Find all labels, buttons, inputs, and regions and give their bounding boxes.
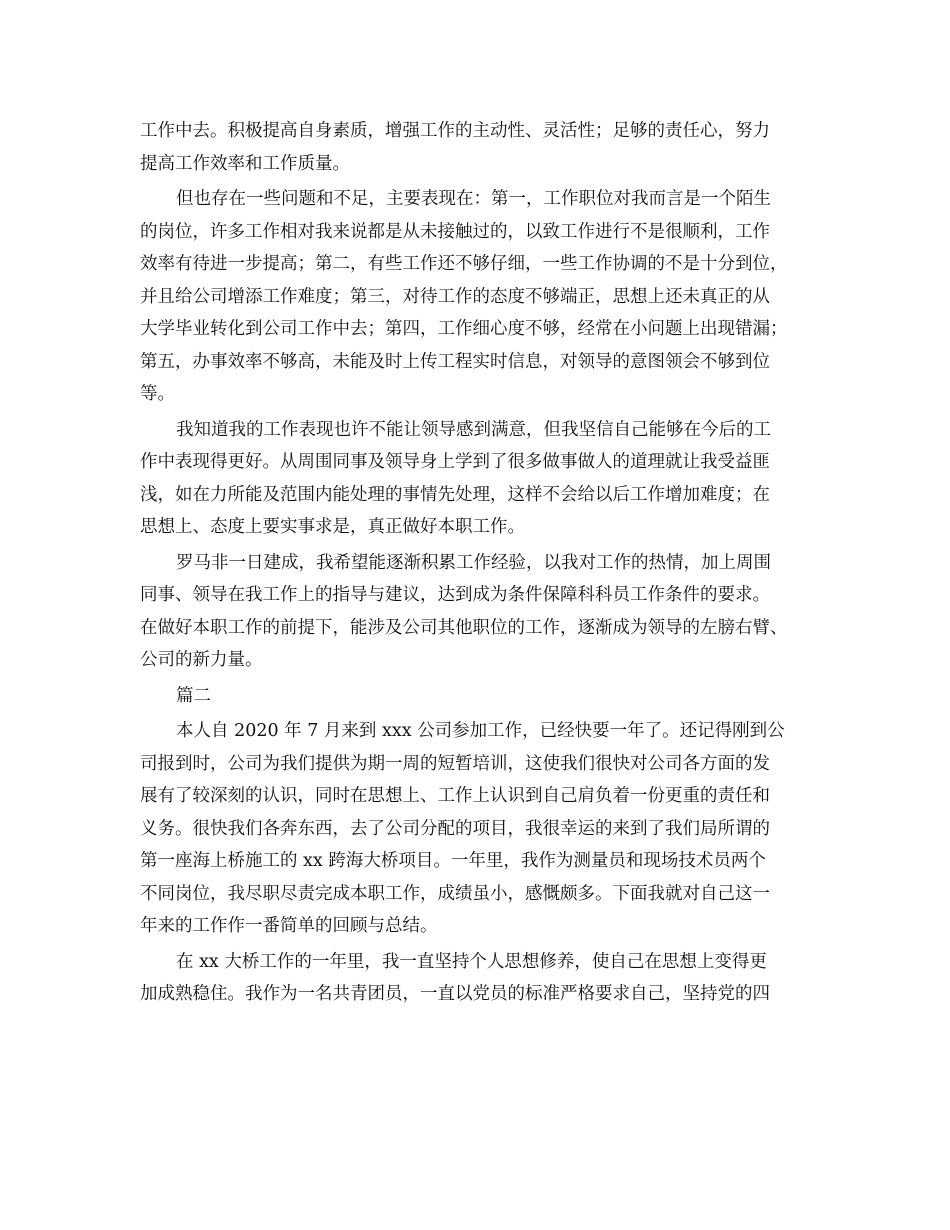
paragraph-line: 不同岗位，我尽职尽责完成本职工作，成绩虽小，感慨颇多。下面我就对自己这一 — [140, 883, 770, 904]
paragraph-line: 加成熟稳住。我作为一名共青团员，一直以党员的标准严格要求自己，坚持党的四 — [140, 984, 770, 1004]
document-body — [140, 115, 820, 1011]
paragraph-line: 年来的工作作一番简单的回顾与总结。 — [140, 916, 438, 936]
paragraph-line: 效率有待进一步提高；第二，有些工作还不够仔细，一些工作协调的不是十分到位， — [140, 254, 788, 274]
paragraph-line: 并且给公司增添工作难度；第三，对待工作的态度不够端正，思想上还未真正的从 — [140, 286, 770, 307]
paragraph-line: 大学毕业转化到公司工作中去；第四，工作细心度不够，经常在小问题上出现错漏； — [140, 319, 788, 339]
paragraph-line: 思想上、态度上要实事求是，真正做好本职工作。 — [140, 517, 525, 537]
paragraph-first-line: 本人自 2020 年 7 月来到 xxx 公司参加工作，已经快要一年了。还记得刚到公 — [176, 721, 785, 741]
paragraph-line: 司报到时，公司为我们提供为期一周的短暂培训，这使我们很快对公司各方面的发 — [140, 753, 770, 774]
paragraph-first-line: 我知道我的工作表现也许不能让领导感到满意，但我坚信自己能够在今后的工 — [176, 419, 771, 440]
paragraph-line: 第五，办事效率不够高，未能及时上传工程实时信息，对领导的意图领会不够到位 — [140, 351, 770, 372]
paragraph-line: 等。 — [140, 384, 175, 404]
paragraph-line: 义务。很快我们各奔东西，去了公司分配的项目，我很幸运的来到了我们局所谓的 — [140, 818, 770, 839]
paragraph-line: 浅，如在力所能及范围内能处理的事情先处理，这样不会给以后工作增加难度；在 — [140, 484, 770, 505]
paragraph-line: 公司的新力量。 — [140, 650, 263, 670]
paragraph-first-line: 在 xx 大桥工作的一年里，我一直坚持个人思想修养，使自己在思想上变得更 — [176, 951, 767, 972]
paragraph-line: 在做好本职工作的前提下，能涉及公司其他职位的工作，逐渐成为领导的左膀右臂、 — [140, 617, 788, 638]
paragraph-first-line: 但也存在一些问题和不足，主要表现在：第一，工作职位对我而言是一个陌生 — [176, 189, 771, 209]
paragraph-line: 工作中去。积极提高自身素质，增强工作的主动性、灵活性；足够的责任心，努力 — [140, 121, 770, 141]
paragraph-line: 的岗位，许多工作相对我来说都是从未接触过的，以致工作进行不是很顺利，工作 — [140, 221, 770, 242]
paragraph-first-line: 罗马非一日建成，我希望能逐渐积累工作经验，以我对工作的热情，加上周围 — [176, 552, 771, 573]
paragraph-line: 展有了较深刻的认识，同时在思想上、工作上认识到自己肩负着一份更重的责任和 — [140, 786, 770, 806]
paragraph-first-line: 篇二 — [176, 685, 211, 706]
paragraph-line: 作中表现得更好。从周围同事及领导身上学到了很多做事做人的道理就让我受益匪 — [140, 452, 770, 472]
paragraph-line: 提高工作效率和工作质量。 — [140, 153, 350, 174]
paragraph-line: 第一座海上桥施工的 xx 跨海大桥项目。一年里，我作为测量员和现场技术员两个 — [140, 851, 766, 871]
paragraph-line: 同事、领导在我工作上的指导与建议，达到成为条件保障科科员工作条件的要求。 — [140, 585, 770, 605]
